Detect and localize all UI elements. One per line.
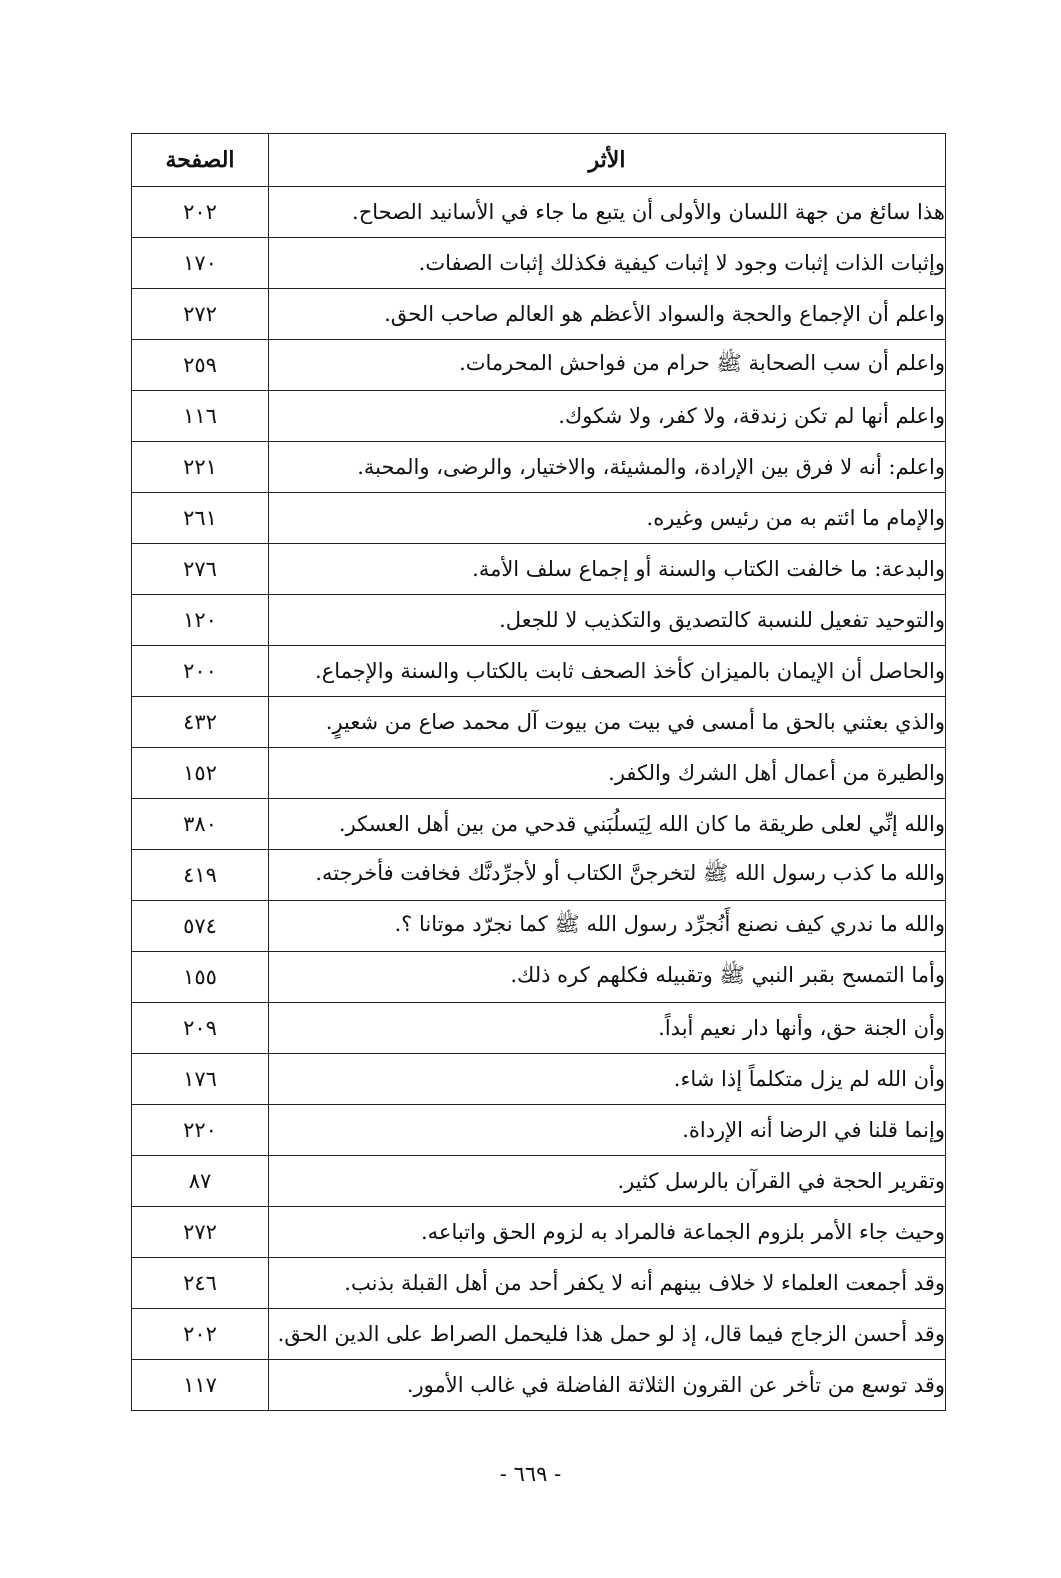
page-reference: ١١٧ [132, 1360, 269, 1411]
athar-text: وإنما قلنا في الرضا أنه الإرداة. [269, 1105, 946, 1156]
page-reference: ٢٠٢ [132, 1309, 269, 1360]
table-row [132, 289, 946, 340]
page-reference: ٢٧٦ [132, 544, 269, 595]
page-reference: ١٧٦ [132, 1054, 269, 1105]
page-reference: ٢٠٩ [132, 1003, 269, 1054]
page-reference: ٨٧ [132, 1156, 269, 1207]
athar-text: واعلم أن الإجماع والحجة والسواد الأعظم هو العالم صاحب الحق. [269, 289, 946, 340]
athar-text: وقد توسع من تأخر عن القرون الثلاثة الفاضلة في غالب الأمور. [269, 1360, 946, 1411]
athar-text: هذا سائغ من جهة اللسان والأولى أن يتبع ما جاء في الأسانيد الصحاح. [269, 187, 946, 238]
page-reference: ٤١٩ [132, 850, 269, 901]
athar-text: وأن الجنة حق، وأنها دار نعيم أبداً. [269, 1003, 946, 1054]
athar-text: والبدعة: ما خالفت الكتاب والسنة أو إجماع سلف الأمة. [269, 544, 946, 595]
table-row [132, 697, 946, 748]
table-row [132, 340, 946, 391]
page-reference: ٢٠٢ [132, 187, 269, 238]
athar-text: واعلم أنها لم تكن زندقة، ولا كفر، ولا شكوك. [269, 391, 946, 442]
table-row [132, 493, 946, 544]
table-row [132, 1207, 946, 1258]
table-row [132, 442, 946, 493]
athar-text: والطيرة من أعمال أهل الشرك والكفر. [269, 748, 946, 799]
table-row [132, 187, 946, 238]
table-row [132, 799, 946, 850]
table-row [132, 1309, 946, 1360]
page-reference: ١٢٠ [132, 595, 269, 646]
table-row [132, 1156, 946, 1207]
page-reference: ١١٦ [132, 391, 269, 442]
table-row [132, 544, 946, 595]
page-reference: ٢٢١ [132, 442, 269, 493]
athar-text: وقد أحسن الزجاج فيما قال، إذ لو حمل هذا فليحمل الصراط على الدين الحق. [269, 1309, 946, 1360]
page-reference: ٣٨٠ [132, 799, 269, 850]
athar-index-table [131, 133, 946, 1411]
table-header-row [132, 134, 946, 187]
athar-text: وإثبات الذات إثبات وجود لا إثبات كيفية فكذلك إثبات الصفات. [269, 238, 946, 289]
table-row [132, 1105, 946, 1156]
page-reference: ٢٥٩ [132, 340, 269, 391]
table-row [132, 391, 946, 442]
table-row [132, 1360, 946, 1411]
column-header-athar: الأثر [269, 134, 946, 187]
page-reference: ٢٢٠ [132, 1105, 269, 1156]
athar-text: واعلم أن سب الصحابة ﷺ حرام من فواحش المحرمات. [269, 340, 946, 391]
athar-text: وقد أجمعت العلماء لا خلاف بينهم أنه لا يكفر أحد من أهل القبلة بذنب. [269, 1258, 946, 1309]
athar-text: والله إنِّي لعلى طريقة ما كان الله لِيَسلُبَني قدحي من بين أهل العسكر. [269, 799, 946, 850]
athar-text: والتوحيد تفعيل للنسبة كالتصديق والتكذيب لا للجعل. [269, 595, 946, 646]
table-row [132, 595, 946, 646]
athar-text: والحاصل أن الإيمان بالميزان كأخذ الصحف ثابت بالكتاب والسنة والإجماع. [269, 646, 946, 697]
athar-text: وحيث جاء الأمر بلزوم الجماعة فالمراد به لزوم الحق واتباعه. [269, 1207, 946, 1258]
table-row [132, 1258, 946, 1309]
page-reference: ٢٦١ [132, 493, 269, 544]
page-number: - ٦٦٩ - [499, 1462, 562, 1486]
table-row [132, 646, 946, 697]
table-row [132, 1054, 946, 1105]
athar-text: وأن الله لم يزل متكلماً إذا شاء. [269, 1054, 946, 1105]
page-reference: ١٧٠ [132, 238, 269, 289]
page-reference: ٢٤٦ [132, 1258, 269, 1309]
athar-text: وتقرير الحجة في القرآن بالرسل كثير. [269, 1156, 946, 1207]
page-reference: ٤٣٢ [132, 697, 269, 748]
table-row [132, 850, 946, 901]
athar-text: واعلم: أنه لا فرق بين الإرادة، والمشيئة، والاختيار، والرضى، والمحبة. [269, 442, 946, 493]
table-row [132, 952, 946, 1003]
page-reference: ٢٧٢ [132, 289, 269, 340]
table-row [132, 238, 946, 289]
athar-text: والذي بعثني بالحق ما أمسى في بيت من بيوت آل محمد صاع من شعيرٍ. [269, 697, 946, 748]
table-row [132, 1003, 946, 1054]
athar-text: والله ما ندري كيف نصنع أَنُجرِّد رسول الله ﷺ كما نجرّد موتانا ؟. [269, 901, 946, 952]
table-row [132, 901, 946, 952]
column-header-page: الصفحة [132, 134, 269, 187]
table-row [132, 748, 946, 799]
page-reference: ٢٠٠ [132, 646, 269, 697]
page-reference: ٥٧٤ [132, 901, 269, 952]
page-reference: ١٥٢ [132, 748, 269, 799]
table-body [132, 187, 946, 1411]
athar-text: وأما التمسح بقبر النبي ﷺ وتقبيله فكلهم كره ذلك. [269, 952, 946, 1003]
page-reference: ٢٧٢ [132, 1207, 269, 1258]
athar-text: والإمام ما ائتم به من رئيس وغيره. [269, 493, 946, 544]
athar-text: والله ما كذب رسول الله ﷺ لتخرجنَّ الكتاب أو لأجرِّدنَّك فخافت فأخرجته. [269, 850, 946, 901]
page-reference: ١٥٥ [132, 952, 269, 1003]
